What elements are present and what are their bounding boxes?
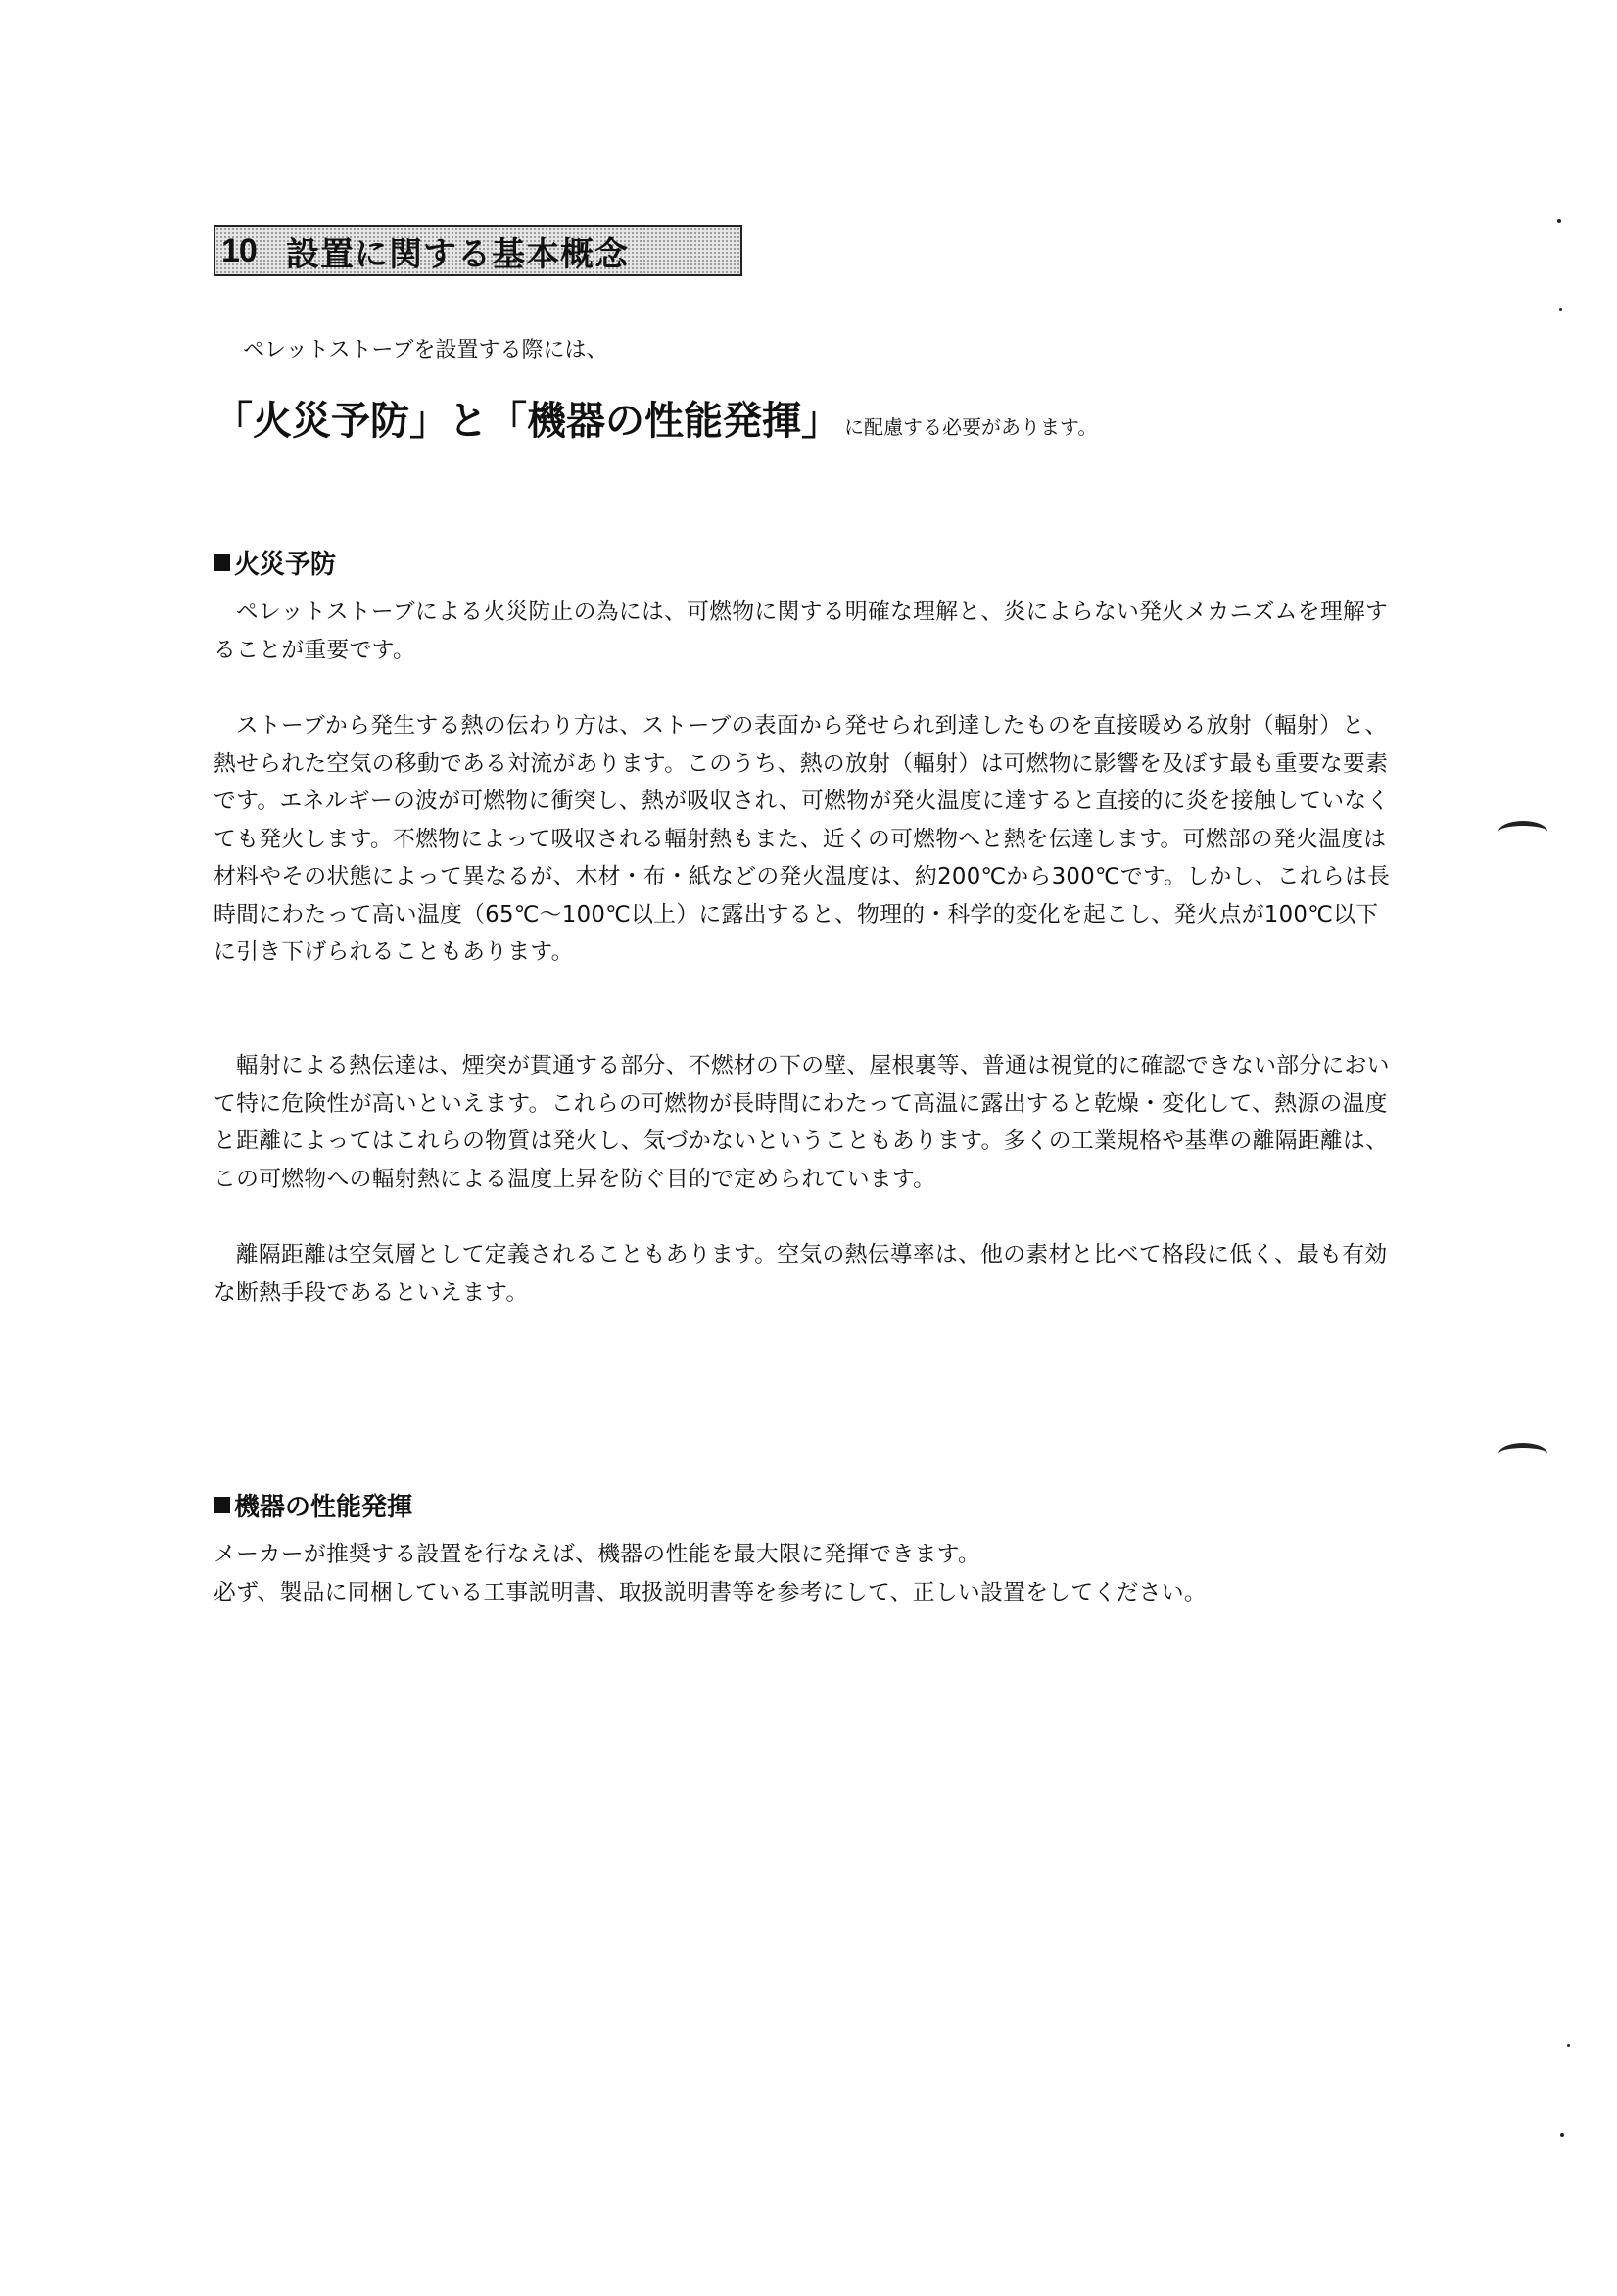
fire-prevention-heading-text: 火災予防 [234, 550, 337, 580]
black-square-icon [214, 554, 230, 571]
scan-dot [1557, 219, 1561, 223]
punch-hole-mark [1498, 821, 1547, 842]
section-header [214, 225, 742, 276]
performance-line-1: メーカーが推奨する設置を行なえば、機器の性能を最大限に発揮できます。 [214, 1542, 981, 1567]
section-number: 10 [221, 231, 257, 269]
fire-prevention-paragraph-1: ペレットストーブによる火災防止の為には、可燃物に関する明確な理解と、炎によらない発火メカニズムを理解することが重要です。 [214, 599, 1389, 663]
intro-line: ペレットストーブを設置する際には、 [243, 338, 608, 362]
fire-prevention-paragraph-3: 輻射による熱伝達は、煙突が貫通する部分、不燃材の下の壁、屋根裏等、普通は視覚的に確認できない部分において特に危険性が高いといえます。これらの可燃物が長時間にわたって高温に露出すると乾燥・変化して、熱源の温度と距離によってはこれらの物質は発火し、気づかないということもあります。多くの工業規格や基準の離隔距離は、この可燃物への輻射熱による温度上昇を防ぐ目的で定められています。 [214, 1053, 1390, 1192]
black-square-icon [214, 1497, 230, 1513]
headline-emphasis: 「火災予防」と「機器の性能発揮」 [214, 399, 840, 444]
scan-dot [1559, 308, 1562, 311]
fire-prevention-heading [214, 545, 336, 581]
fire-prevention-paragraph-4: 離隔距離は空気層として定義されることもあります。空気の熱伝導率は、他の素材と比べて格段に低く、最も有効な断熱手段であるといえます。 [214, 1242, 1388, 1306]
performance-heading [214, 1487, 412, 1523]
performance-line-2: 必ず、製品に同梱している工事説明書、取扱説明書等を参考にして、正しい設置をしてください。 [214, 1580, 1207, 1605]
performance-heading-text: 機器の性能発揮 [234, 1493, 413, 1522]
scan-dot [1567, 2044, 1570, 2047]
scan-dot [1560, 2133, 1564, 2137]
headline [214, 390, 1097, 446]
punch-hole-mark [1498, 1443, 1547, 1464]
headline-suffix: に配慮する必要があります。 [844, 415, 1098, 439]
section-title: 設置に関する基本概念 [286, 234, 629, 274]
fire-prevention-paragraph-2: ストーブから発生する熱の伝わり方は、ストーブの表面から発せられ到達したものを直接暖める放射（輻射）と、熱せられた空気の移動である対流があります。このうち、熱の放射（輻射）は可燃物に影響を及ぼす最も重要な要素です。エネルギーの波が可燃物に衝突し、熱が吸収され、可燃物が発火温度に達すると直接的に炎を接触していなくても発火します。不燃物によって吸収される輻射熱もまた、近くの可燃物へと熱を伝達します。可燃部の発火温度は材料やその状態によって異なるが、木材・布・紙などの発火温度は、約200℃から300℃です。しかし、これらは長時間にわたって高い温度（65℃～100℃以上）に露出すると、物理的・科学的変化を起こし、発火点が100℃以下に引き下げられることもあります。 [214, 713, 1391, 965]
